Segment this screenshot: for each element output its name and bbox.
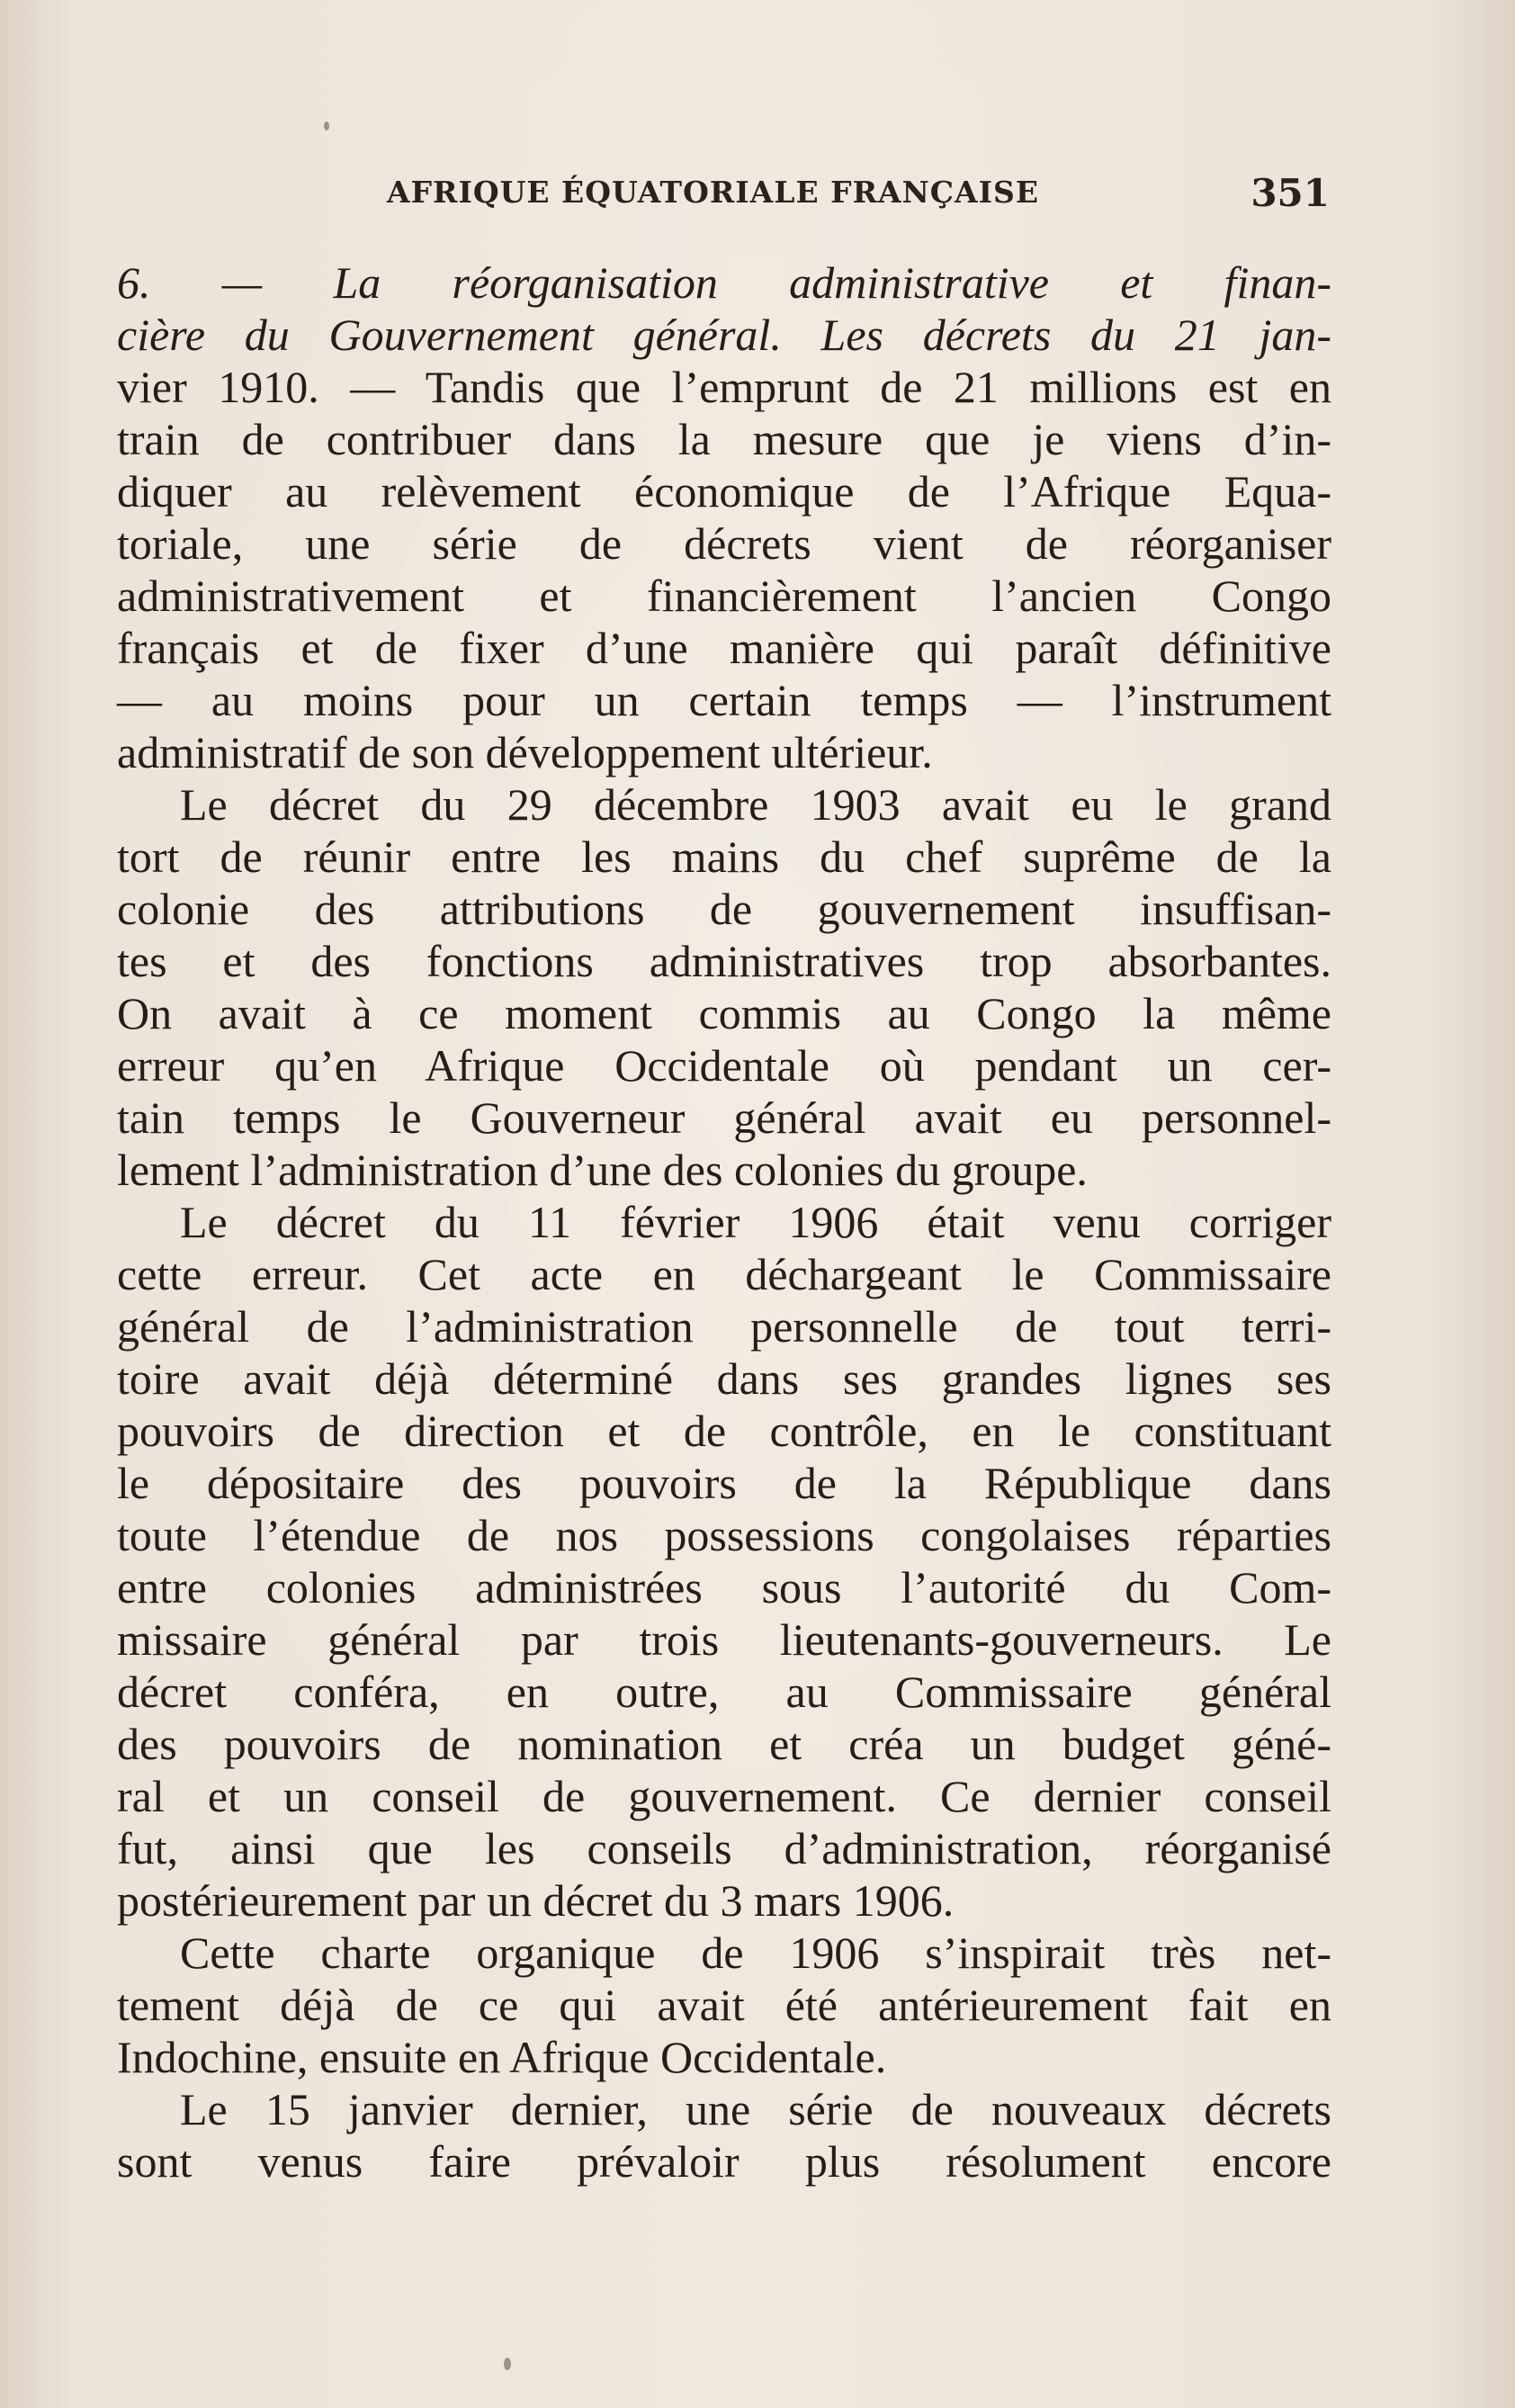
text-line: toire avait déjà déterminé dans ses grandes lignes ses [117,1353,1331,1404]
text-line: diquer au relèvement économique de l’Afrique Equa- [117,466,1331,517]
text-line: vier 1910. — Tandis que l’emprunt de 21 millions est en [117,362,1331,412]
print-speck [504,2358,511,2370]
text-line: On avait à ce moment commis au Congo la même [117,988,1331,1038]
text-line: décret conféra, en outre, au Commissaire général [117,1667,1331,1717]
text-line: pouvoirs de direction et de contrôle, en le constituant [117,1406,1331,1456]
running-title: AFRIQUE ÉQUATORIALE FRANÇAISE [387,175,1040,210]
text-line: français et de fixer d’une manière qui paraît définitive [117,623,1331,673]
text-line: fut, ainsi que les conseils d’administration, réorganisé [117,1823,1331,1873]
page-header [387,171,1330,216]
text-line: lement l’administration d’une des colonies du groupe. [117,1145,1088,1195]
text-line: colonie des attributions de gouvernement insuffisan- [117,884,1331,934]
page-number: 351 [1251,171,1330,215]
text-line: sont venus faire prévaloir plus résolument encore [117,2136,1331,2187]
paragraph-2 [117,778,1331,1196]
text-line: erreur qu’en Afrique Occidentale où pendant un cer- [117,1040,1331,1091]
print-speck [324,121,329,130]
text-line: 6. — La réorganisation administrative et finan- [117,257,1331,308]
text-line: entre colonies administrées sous l’autorité du Com- [117,1562,1331,1613]
text-line: tement déjà de ce qui avait été antérieurement fait en [117,1980,1331,2030]
text-line: cette erreur. Cet acte en déchargeant le Commissaire [117,1249,1331,1299]
text-line: toute l’étendue de nos possessions congolaises réparties [117,1510,1331,1560]
text-line: postérieurement par un décret du 3 mars 1906. [117,1875,955,1926]
text-line: cière du Gouvernement général. Les décrets du 21 jan- [117,310,1331,360]
paragraph-4 [117,1927,1331,2083]
text-line: missaire général par trois lieutenants-gouverneurs. Le [117,1614,1331,1665]
text-line: train de contribuer dans la mesure que je viens d’in- [117,414,1331,464]
text-line: tes et des fonctions administratives trop absorbantes. [117,936,1331,986]
text-line: Le 15 janvier dernier, une série de nouveaux décrets [180,2084,1331,2134]
text-line: toriale, une série de décrets vient de réorganiser [117,518,1331,569]
body-text [117,256,1331,2188]
paragraph-1 [117,256,1331,778]
paragraph-5 [117,2083,1331,2188]
text-line: Indochine, ensuite en Afrique Occidentale. [117,2032,887,2082]
text-line: administratif de son développement ultérieur. [117,727,933,777]
text-line: Cette charte organique de 1906 s’inspirait très net- [180,1927,1331,1978]
text-line: le dépositaire des pouvoirs de la République dans [117,1458,1331,1508]
text-line: tain temps le Gouverneur général avait eu personnel- [117,1092,1331,1143]
text-line: Le décret du 11 février 1906 était venu corriger [180,1197,1331,1247]
text-line: — au moins pour un certain temps — l’instrument [117,675,1331,725]
text-line: des pouvoirs de nomination et créa un budget géné- [117,1719,1331,1769]
paragraph-3 [117,1196,1331,1927]
text-line: ral et un conseil de gouvernement. Ce dernier conseil [117,1771,1331,1821]
text-line: général de l’administration personnelle de tout terri- [117,1301,1331,1352]
text-line: administrativement et financièrement l’ancien Congo [117,571,1331,621]
text-line: tort de réunir entre les mains du chef suprême de la [117,831,1331,882]
text-line: Le décret du 29 décembre 1903 avait eu le grand [180,779,1331,830]
